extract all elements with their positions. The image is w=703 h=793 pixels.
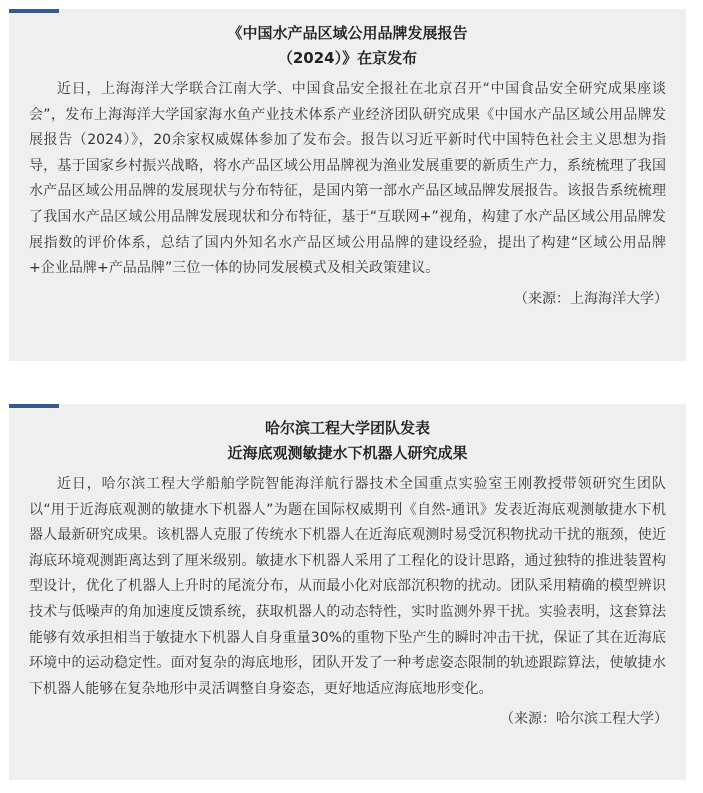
article-body: 近日，哈尔滨工程大学船舶学院智能海洋航行器技术全国重点实验室王刚教授带领研究生团队以“用于近海底观测的敏捷水下机器人”为题在国际权威期刊《自然-通讯》发表近海底观测敏捷水下机器人最新研究成果。该机器人克服了传统水下机器人在近海底观测时易受沉积物扰动干扰的瓶颈，使近海底环境观测距离达到了厘米级别。敏捷水下机器人采用了工程化的设计思路，通过独特的推进装置构型设计，优化了机器人上升时的尾流分布，从而最小化对底部沉积物的扰动。团队采用精确的模型辨识技术与低噪声的角加速度反馈系统，获取机器人的动态特性，实时监测外界干扰。实验表明，这套算法能够有效承担相当于敏捷水下机器人自身重量30%的重物下坠产生的瞬时冲击干扰，保证了其在近海底环境中的运动稳定性。面对复杂的海底地形，团队开发了一种考虑姿态限制的轨迹跟踪算法，使敏捷水下机器人能够在复杂地形中灵活调整自身姿态，更好地适应海底地形变化。 <box>29 476 666 697</box>
article-title-line-1: 《中国水产品区域公用品牌发展报告 <box>227 24 468 42</box>
article-source: （来源：上海海洋大学） <box>514 290 668 307</box>
article-title-line-1: 哈尔滨工程大学团队发表 <box>264 419 430 437</box>
news-card-1 <box>9 9 686 361</box>
article-title-line-2: （2024）》在京发布 <box>277 49 418 67</box>
article-title <box>9 404 686 466</box>
accent-bar <box>9 404 59 408</box>
news-card-2 <box>9 404 686 780</box>
article-title-line-2: 近海底观测敏捷水下机器人研究成果 <box>227 444 468 462</box>
accent-bar <box>9 9 59 13</box>
article-body: 近日，上海海洋大学联合江南大学、中国食品安全报社在北京召开“中国食品安全研究成果座谈会”，发布上海海洋大学国家海水鱼产业技术体系产业经济团队研究成果《中国水产品区域公用品牌发展报告（2024）》，20余家权威媒体参加了发布会。报告以习近平新时代中国特色社会主义思想为指导，基于国家乡村振兴战略，将水产品区域公用品牌视为渔业发展重要的新质生产力，系统梳理了我国水产品区域公用品牌的发展现状与分布特征，是国内第一部水产品区域品牌发展报告。该报告系统梳理了我国水产品区域公用品牌发展现状和分布特征，基于“互联网+”视角，构建了水产品区域公用品牌发展指数的评价体系，总结了国内外知名水产品区域公用品牌的建设经验，提出了构建“区域公用品牌+企业品牌+产品品牌”三位一体的协同发展模式及相关政策建议。 <box>29 81 666 277</box>
article-title <box>9 9 686 71</box>
article-source: （来源：哈尔滨工程大学） <box>500 711 668 728</box>
